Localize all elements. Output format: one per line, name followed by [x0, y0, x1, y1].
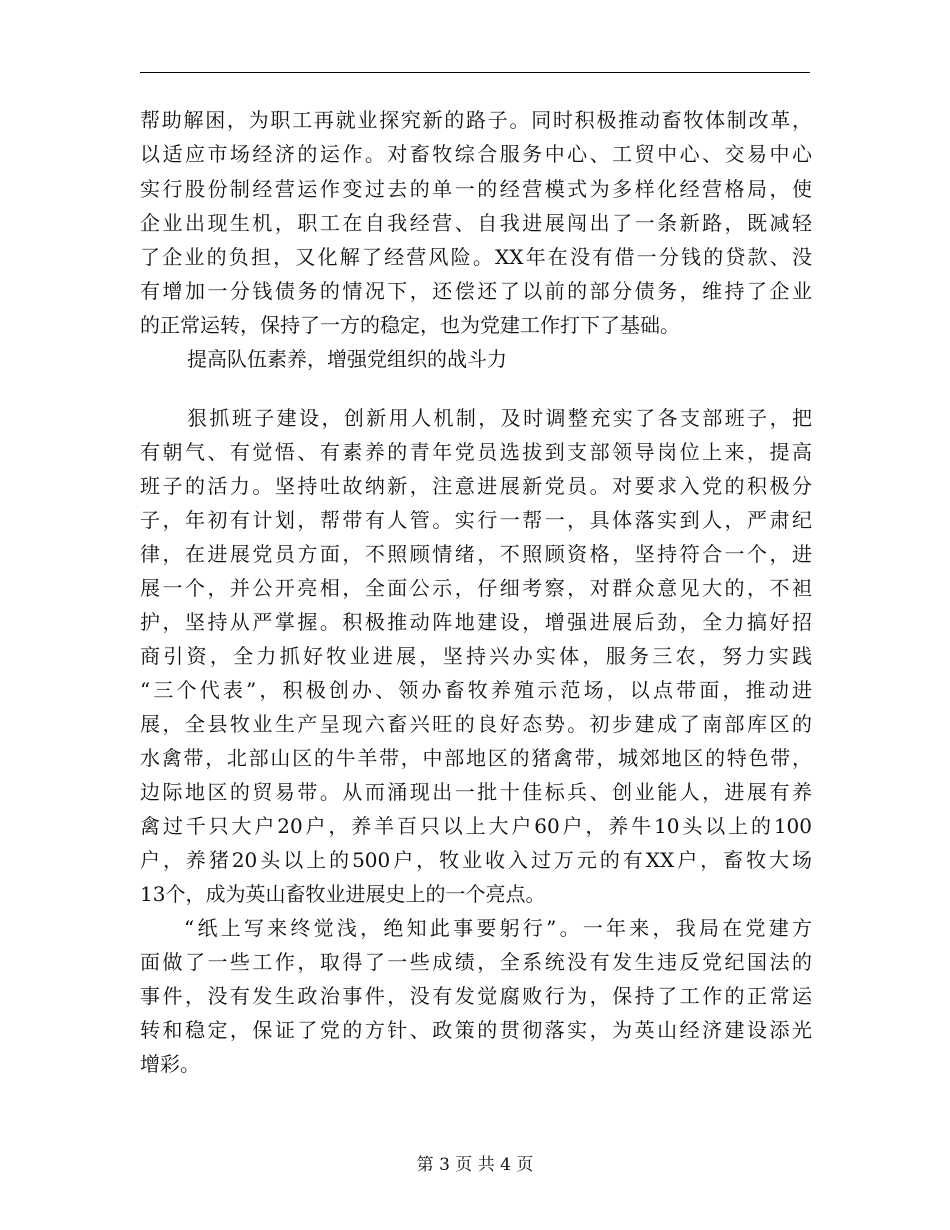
- paragraph-line: 子，年初有计划，帮带有人管。实行一帮一，具体落实到人，严肃纪: [140, 508, 812, 532]
- paragraph-line: 实行股份制经营运作变过去的单一的经营模式为多样化经营格局，使: [140, 177, 812, 201]
- paragraph-line: 有增加一分钱债务的情况下，还偿还了以前的部分债务，维持了企业: [140, 279, 812, 303]
- paragraph-line: 13个，成为英山畜牧业进展史上的一个亮点。: [140, 882, 546, 906]
- paragraph-line: 帮助解困，为职工再就业探究新的路子。同时积极推动畜牧体制改革，: [140, 108, 812, 132]
- paragraph-line: 面做了一些工作，取得了一些成绩，全系统没有发生违反党纪国法的: [140, 950, 812, 974]
- paragraph-line: 户，养猪20头以上的500户，牧业收入过万元的有XX户，畜牧大场: [140, 848, 812, 872]
- paragraph-line: “三个代表”，积极创办、领办畜牧养殖示范场，以点带面，推动进: [140, 678, 812, 702]
- paragraph-line: 商引资，全力抓好牧业进展，坚持兴办实体，服务三农，努力实践: [140, 644, 812, 668]
- paragraph-line: 展，全县牧业生产呈现六畜兴旺的良好态势。初步建成了南部库区的: [140, 712, 812, 736]
- paragraph-line: 边际地区的贸易带。从而涌现出一批十佳标兵、创业能人，进展有养: [140, 780, 812, 804]
- paragraph-line: 班子的活力。坚持吐故纳新，注意进展新党员。对要求入党的积极分: [140, 474, 812, 498]
- paragraph-line: 律，在进展党员方面，不照顾情绪，不照顾资格，坚持符合一个，进: [140, 542, 812, 566]
- paragraph-line: 禽过千只大户20户，养羊百只以上大户60户，养牛10头以上的100: [140, 814, 812, 838]
- page-number-footer: 第 3 页 共 4 页: [416, 1155, 534, 1175]
- paragraph-line: 护，坚持从严掌握。积极推动阵地建设，增强进展后劲，全力搞好招: [140, 610, 812, 634]
- header-rule: [140, 72, 810, 73]
- paragraph-line: 水禽带，北部山区的牛羊带，中部地区的猪禽带，城郊地区的特色带，: [140, 746, 812, 770]
- paragraph-line: 增彩。: [140, 1052, 200, 1076]
- paragraph-line: 了企业的负担，又化解了经营风险。XX年在没有借一分钱的贷款、没: [140, 245, 812, 269]
- paragraph-line: 企业出现生机，职工在自我经营、自我进展闯出了一条新路，既减轻: [140, 211, 812, 235]
- paragraph-line: 狠抓班子建设，创新用人机制，及时调整充实了各支部班子，把: [187, 406, 812, 430]
- paragraph-line: 展一个，并公开亮相，全面公示，仔细考察，对群众意见大的，不袒: [140, 576, 812, 600]
- paragraph-line: 转和稳定，保证了党的方针、政策的贯彻落实，为英山经济建设添光: [140, 1018, 812, 1042]
- paragraph-line: “纸上写来终觉浅，绝知此事要躬行”。一年来，我局在党建方: [184, 916, 812, 940]
- section-heading: 提高队伍素养，增强党组织的战斗力: [187, 347, 507, 371]
- paragraph-line: 事件，没有发生政治事件，没有发觉腐败行为，保持了工作的正常运: [140, 984, 812, 1008]
- paragraph-line: 有朝气、有觉悟、有素养的青年党员选拔到支部领导岗位上来，提高: [140, 440, 812, 464]
- paragraph-line: 以适应市场经济的运作。对畜牧综合服务中心、工贸中心、交易中心: [140, 142, 812, 166]
- paragraph-line: 的正常运转，保持了一方的稳定，也为党建工作打下了基础。: [140, 313, 680, 337]
